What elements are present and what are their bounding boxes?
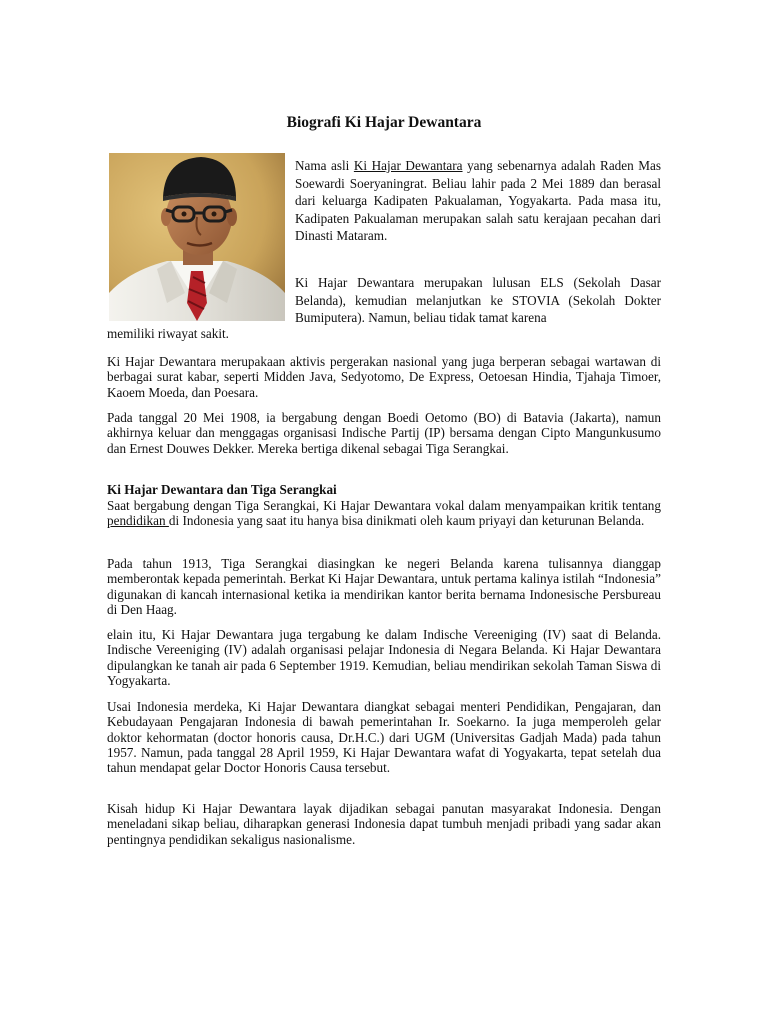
portrait-painting-icon <box>109 153 285 321</box>
boedi-oetomo-paragraph: Pada tanggal 20 Mei 1908, ia bergabung dengan Boedi Oetomo (BO) di Batavia (Jakarta), namun akhirnya keluar dan menggagas organisasi Indische Partij (IP) bersama dengan Cipto Mangunkusumo dan Ernest Douwes Dekker. Mereka bertiga dikenal sebagai Tiga Serangkai. <box>107 410 661 456</box>
intro-after-link: yang sebenarnya adalah Raden Mas Soewardi Soeryaningrat. Beliau lahir pada 2 Mei 1889 dan berasal dari keluarga Kadipaten Pakualaman, Yogyakarta. Pada masa itu, Kadipaten Pakualaman merupakan salah satu kerajaan pecahan dari Dinasti Mataram. <box>295 158 661 244</box>
indische-vereeniging-paragraph: elain itu, Ki Hajar Dewantara juga tergabung ke dalam Indische Vereeniging (IV) saat di Belanda. Indische Vereeniging (IV) adalah organisasi pelajar Indonesia di Negara Belanda. Ki Hajar Dewantara dipulangkan ke tanah air pada 6 September 1919. Kemudian, beliau mendirikan sekolah Taman Siswa di Yogyakarta. <box>107 627 661 688</box>
activist-paragraph: Ki Hajar Dewantara merupakaan aktivis pergerakan nasional yang juga berperan sebagai wartawan di berbagai surat kabar, seperti Midden Java, Sedyotomo, De Express, Oetoesan Hindia, Tjahaja Timoer, Kaoem Moeda, dan Poesara. <box>107 354 661 400</box>
tiga-before-link: Saat bergabung dengan Tiga Serangkai, Ki Hajar Dewantara vokal dalam menyampaikan kritik tentang <box>107 498 661 513</box>
intro-before-link: Nama asli <box>295 158 354 173</box>
pendidikan-link[interactable]: pendidikan <box>107 513 169 529</box>
section-heading-tiga-serangkai: Ki Hajar Dewantara dan Tiga Serangkai <box>107 482 337 497</box>
closing-paragraph: Kisah hidup Ki Hajar Dewantara layak dijadikan sebagai panutan masyarakat Indonesia. Dengan meneladani sikap beliau, diharapkan generasi Indonesia dapat tumbuh menjadi pribadi yang sadar akan pentingnya pendidikan sekaligus nasionalisme. <box>107 801 661 847</box>
ki-hajar-dewantara-link[interactable]: Ki Hajar Dewantara <box>353 158 463 173</box>
document-title: Biografi Ki Hajar Dewantara <box>286 114 482 131</box>
education-paragraph: Ki Hajar Dewantara merupakan lulusan ELS (Sekolah Dasar Belanda), kemudian melanjutkan ke STOVIA (Sekolah Dokter Bumiputera). Namun, beliau tidak tamat karena <box>295 275 661 326</box>
tiga-serangkai-paragraph <box>107 498 661 529</box>
exile-1913-paragraph: Pada tahun 1913, Tiga Serangkai diasingkan ke negeri Belanda karena tulisannya dianggap memberontak kepada pemerintah. Berkat Ki Hajar Dewantara, untuk pertama kalinya istilah “Indonesia” digunakan di kancah internasional ketika ia mendirikan kantor berita bernama Indonesische Persbureau di Den Haag. <box>107 556 661 617</box>
tiga-after-link: di Indonesia yang saat itu hanya bisa dinikmati oleh kaum priyayi dan keturunan Belanda. <box>168 513 645 529</box>
independence-paragraph: Usai Indonesia merdeka, Ki Hajar Dewantara diangkat sebagai menteri Pendidikan, Pengajaran, dan Kebudayaan Pengajaran Indonesia di bawah pemerintahan Ir. Soekarno. Ia juga memperoleh gelar doktor kehormatan (doctor honoris causa, Dr.H.C.) dari UGM (Universitas Gadjah Mada) pada tahun 1957. Namun, pada tanggal 28 April 1959, Ki Hajar Dewantara wafat di Yogyakarta, tepat setelah dua tahun mendapat gelar Doctor Honoris Causa tersebut. <box>107 699 661 776</box>
intro-paragraph <box>295 157 661 245</box>
education-paragraph-continued: memiliki riwayat sakit. <box>107 326 229 341</box>
